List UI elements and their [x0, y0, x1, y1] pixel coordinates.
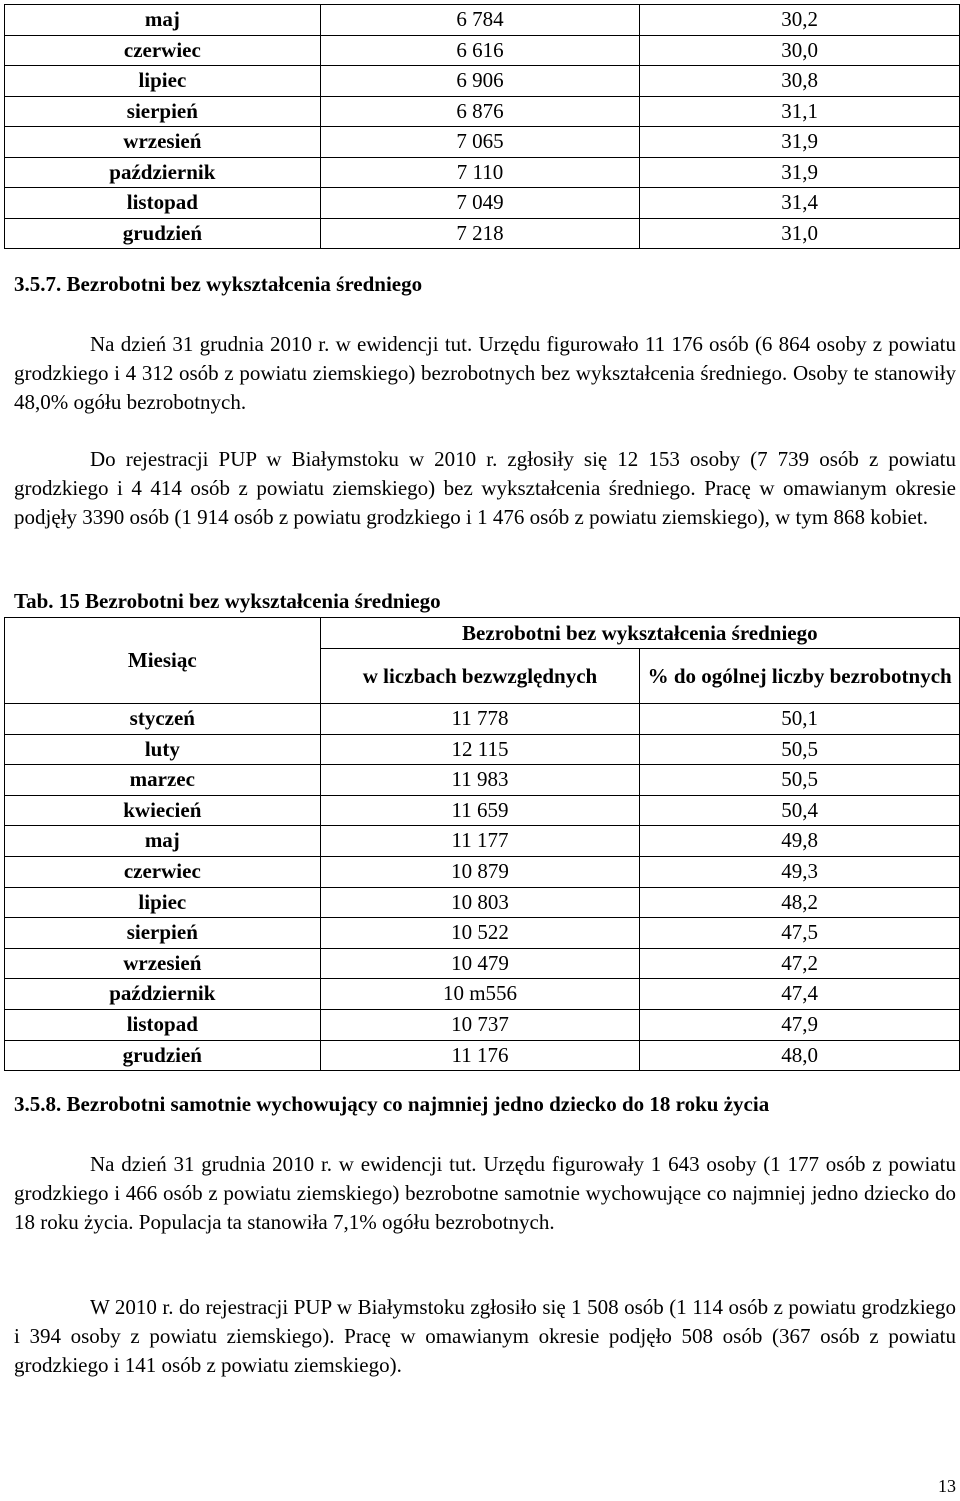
absolute-cell: 11 983 [320, 765, 640, 796]
absolute-cell: 10 737 [320, 1009, 640, 1040]
header-absolute: w liczbach bezwzględnych [320, 649, 640, 704]
absolute-cell: 10 479 [320, 948, 640, 979]
table-row [5, 157, 960, 188]
table-15-body [5, 704, 960, 1071]
paragraph-358-1-text: Na dzień 31 grudnia 2010 r. w ewidencji tut. Urzędu figurowały 1 643 osoby (1 177 osób z powiatu grodzkiego i 466 osób z powiatu ziemskiego) bezrobotne samotnie wychowujące co najmniej jedno dziecko do 18 roku życia. Populacja ta stanowiła 7,1% ogółu bezrobotnych. [14, 1152, 956, 1234]
header-group: Bezrobotni bez wykształcenia średniego [320, 618, 959, 649]
percent-cell: 31,0 [640, 218, 960, 249]
month-cell: październik [5, 979, 321, 1010]
absolute-cell: 10 803 [320, 887, 640, 918]
absolute-cell: 6 876 [320, 96, 640, 127]
table-row [5, 826, 960, 857]
previous-table-body [5, 5, 960, 249]
paragraph-357-2 [14, 445, 956, 532]
percent-cell: 50,4 [640, 795, 960, 826]
percent-cell: 50,5 [640, 734, 960, 765]
previous-table [4, 4, 960, 249]
absolute-cell: 6 784 [320, 5, 640, 36]
paragraph-357-2-text: Do rejestracji PUP w Białymstoku w 2010 r. zgłosiły się 12 153 osoby (7 739 osób z powiatu grodzkiego i 4 414 osób z powiatu ziemskiego) bez wykształcenia średniego. Pracę w omawianym okresie podjęły 3390 osób (1 914 osób z powiatu grodzkiego i 1 476 osób z powiatu ziemskiego), w tym 868 kobiet. [14, 447, 956, 529]
month-cell: marzec [5, 765, 321, 796]
month-cell: listopad [5, 1009, 321, 1040]
percent-cell: 49,3 [640, 856, 960, 887]
paragraph-358-1 [14, 1150, 956, 1237]
table-row [5, 218, 960, 249]
percent-cell: 30,2 [640, 5, 960, 36]
section-heading-3-5-7: 3.5.7. Bezrobotni bez wykształcenia średniego [14, 272, 423, 296]
table-row [5, 948, 960, 979]
table-row [5, 734, 960, 765]
month-cell: sierpień [5, 96, 321, 127]
section-heading-3-5-8: 3.5.8. Bezrobotni samotnie wychowujący co najmniej jedno dziecko do 18 roku życia [14, 1092, 770, 1116]
percent-cell: 31,9 [640, 127, 960, 158]
table-row [5, 127, 960, 158]
absolute-cell: 7 065 [320, 127, 640, 158]
table-row [5, 35, 960, 66]
month-cell: czerwiec [5, 35, 321, 66]
month-cell: lipiec [5, 66, 321, 97]
table-row [5, 96, 960, 127]
page-number: 13 [938, 1476, 956, 1496]
table-row [5, 704, 960, 735]
month-cell: styczeń [5, 704, 321, 735]
absolute-cell: 7 218 [320, 218, 640, 249]
absolute-cell: 10 879 [320, 856, 640, 887]
percent-cell: 47,4 [640, 979, 960, 1010]
table-row [5, 1040, 960, 1071]
absolute-cell: 10 m556 [320, 979, 640, 1010]
month-cell: maj [5, 5, 321, 36]
percent-cell: 30,0 [640, 35, 960, 66]
month-cell: luty [5, 734, 321, 765]
percent-cell: 48,2 [640, 887, 960, 918]
percent-cell: 31,9 [640, 157, 960, 188]
month-cell: grudzień [5, 1040, 321, 1071]
month-cell: kwiecień [5, 795, 321, 826]
absolute-cell: 10 522 [320, 918, 640, 949]
absolute-cell: 6 906 [320, 66, 640, 97]
percent-cell: 49,8 [640, 826, 960, 857]
absolute-cell: 11 778 [320, 704, 640, 735]
month-cell: sierpień [5, 918, 321, 949]
absolute-cell: 12 115 [320, 734, 640, 765]
percent-cell: 30,8 [640, 66, 960, 97]
table-row [5, 979, 960, 1010]
percent-cell: 47,9 [640, 1009, 960, 1040]
table-row [5, 66, 960, 97]
month-cell: grudzień [5, 218, 321, 249]
percent-cell: 50,5 [640, 765, 960, 796]
percent-cell: 31,4 [640, 188, 960, 219]
table-row [5, 188, 960, 219]
percent-cell: 48,0 [640, 1040, 960, 1071]
month-cell: lipiec [5, 887, 321, 918]
month-cell: maj [5, 826, 321, 857]
paragraph-357-1 [14, 330, 956, 417]
percent-cell: 47,2 [640, 948, 960, 979]
table-caption: Tab. 15 Bezrobotni bez wykształcenia średniego [14, 589, 441, 613]
percent-cell: 50,1 [640, 704, 960, 735]
absolute-cell: 7 110 [320, 157, 640, 188]
month-cell: wrzesień [5, 127, 321, 158]
month-cell: wrzesień [5, 948, 321, 979]
absolute-cell: 11 659 [320, 795, 640, 826]
paragraph-358-2-text: W 2010 r. do rejestracji PUP w Białymstoku zgłosiło się 1 508 osób (1 114 osób z powiatu grodzkiego i 394 osoby z powiatu ziemskiego). Pracę w omawianym okresie podjęło 508 osób (367 osób z powiatu grodzkiego i 141 osób z powiatu ziemskiego). [14, 1295, 956, 1377]
table-row [5, 5, 960, 36]
month-cell: październik [5, 157, 321, 188]
month-cell: listopad [5, 188, 321, 219]
percent-cell: 31,1 [640, 96, 960, 127]
header-percent: % do ogólnej liczby bezrobotnych [640, 649, 960, 704]
table-row [5, 765, 960, 796]
percent-cell: 47,5 [640, 918, 960, 949]
paragraph-358-2 [14, 1293, 956, 1380]
table-row [5, 856, 960, 887]
table-row [5, 887, 960, 918]
header-month: Miesiąc [5, 618, 321, 704]
month-cell: czerwiec [5, 856, 321, 887]
table-row [5, 1009, 960, 1040]
absolute-cell: 6 616 [320, 35, 640, 66]
table-row [5, 795, 960, 826]
absolute-cell: 11 176 [320, 1040, 640, 1071]
absolute-cell: 11 177 [320, 826, 640, 857]
table-row [5, 918, 960, 949]
table-15 [4, 617, 960, 1071]
paragraph-357-1-text: Na dzień 31 grudnia 2010 r. w ewidencji tut. Urzędu figurowało 11 176 osób (6 864 osoby z powiatu grodzkiego i 4 312 osób z powiatu ziemskiego) bezrobotnych bez wykształcenia średniego. Osoby te stanowiły 48,0% ogółu bezrobotnych. [14, 332, 956, 414]
absolute-cell: 7 049 [320, 188, 640, 219]
